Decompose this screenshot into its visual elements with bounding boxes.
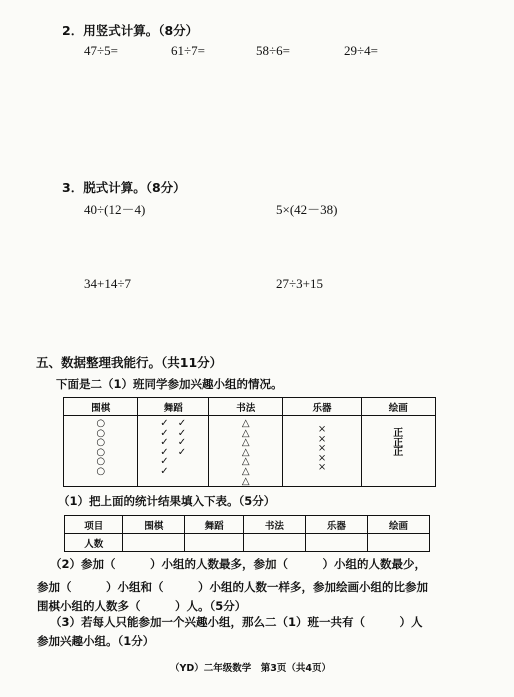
tally-yueqi: [283, 416, 361, 487]
q3-expr-3: 34+14÷7: [84, 276, 131, 291]
fill-header-xiangmu: 项目: [65, 516, 123, 534]
tally-weiqi-marks: ○ ○ ○ ○ ○ ○: [96, 418, 106, 477]
fill-header-shufa: 书法: [243, 516, 305, 534]
q2-expr-1: 47÷5=: [84, 43, 118, 58]
section5-intro: 下面是二（1）班同学参加兴趣小组的情况。: [56, 377, 283, 391]
section5-title: 五、数据整理我能行。（共11分）: [36, 355, 223, 370]
tally-wudao-right: ✓ ✓ ✓ ✓: [177, 418, 187, 458]
fill-cell-shufa[interactable]: [243, 534, 305, 552]
page-footer: （YD）二年级数学 第3页（共4页）: [170, 663, 331, 674]
tally-weiqi: [64, 416, 138, 487]
q2-expr-4: 29÷4=: [344, 43, 378, 58]
q3-title: 3．脱式计算。（8分）: [62, 180, 186, 195]
sub1-text: （1）把上面的统计结果填入下表。（5分）: [58, 494, 276, 508]
q3-expr-2: 5×(42－38): [276, 202, 338, 217]
sub3-line1: （3）若每人只能参加一个兴趣小组，那么二（1）班一共有（ ）人: [50, 615, 423, 629]
tally-header-shufa: 书法: [209, 398, 283, 416]
tally-wudao-left: ✓ ✓ ✓ ✓ ✓ ✓: [160, 418, 169, 477]
tally-wudao: [138, 416, 209, 487]
q2-expr-3: 58÷6=: [256, 43, 290, 58]
fill-table: [64, 515, 430, 552]
tally-huihua-marks: 正 正 正: [393, 428, 404, 459]
q3-expr-1: 40÷(12－4): [84, 202, 146, 217]
tally-header-wudao: 舞蹈: [138, 398, 209, 416]
sub2-line2: 参加（ ）小组和（ ）小组的人数一样多，参加绘画小组的比参加: [37, 580, 428, 594]
tally-yueqi-marks: × × × × ×: [317, 424, 327, 474]
sub2-line3: 围棋小组的人数多（ ）人。（5分）: [37, 599, 247, 613]
sub3-line2: 参加兴趣小组。（1分）: [37, 634, 155, 648]
fill-cell-weiqi[interactable]: [123, 534, 185, 552]
q3-expr-4: 27÷3+15: [276, 276, 323, 291]
q2-title: 2．用竖式计算。（8分）: [62, 23, 199, 38]
fill-header-huihua: 绘画: [367, 516, 429, 534]
tally-header-weiqi: 围棋: [64, 398, 138, 416]
fill-cell-yueqi[interactable]: [305, 534, 367, 552]
fill-cell-wudao[interactable]: [185, 534, 243, 552]
tally-huihua: [361, 416, 435, 487]
fill-row-label: 人数: [65, 534, 123, 552]
tally-header-huihua: 绘画: [361, 398, 435, 416]
tally-table: [63, 397, 436, 487]
fill-header-yueqi: 乐器: [305, 516, 367, 534]
fill-header-wudao: 舞蹈: [185, 516, 243, 534]
q2-expr-2: 61÷7=: [171, 43, 205, 58]
fill-header-weiqi: 围棋: [123, 516, 185, 534]
tally-shufa: [209, 416, 283, 487]
sub2-line1: （2）参加（ ）小组的人数最多，参加（ ）小组的人数最少，: [50, 557, 426, 571]
fill-cell-huihua[interactable]: [367, 534, 429, 552]
tally-header-yueqi: 乐器: [283, 398, 361, 416]
tally-shufa-marks: △ △ △ △ △ △ △: [241, 418, 250, 487]
